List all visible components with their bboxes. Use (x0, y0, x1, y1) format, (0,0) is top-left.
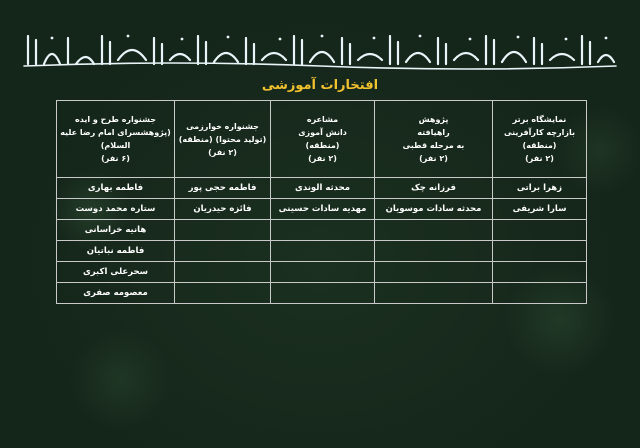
table-cell (175, 220, 271, 241)
achievements-table (56, 100, 586, 304)
table-cell (175, 262, 271, 283)
table-cell: زهرا براتی (493, 178, 587, 199)
table-cell: فاطمه حجی پور (175, 178, 271, 199)
column-header: جشنواره خوارزمی (تولید محتوا) (منطقه) (۲ نفر) (175, 101, 271, 178)
table-cell: فرزانه چک (375, 178, 493, 199)
table-cell (271, 241, 375, 262)
table-cell (493, 241, 587, 262)
header-row (57, 101, 587, 178)
table-cell (271, 283, 375, 304)
table-cell (175, 283, 271, 304)
table-row (57, 178, 587, 199)
table-row (57, 220, 587, 241)
table-cell: معصومه صفری (57, 283, 175, 304)
table-cell (175, 241, 271, 262)
table-cell (375, 241, 493, 262)
table-cell (493, 283, 587, 304)
table-row (57, 262, 587, 283)
table-cell: محدثه سادات موسویان (375, 199, 493, 220)
table-cell: مهدیه سادات حسینی (271, 199, 375, 220)
table-cell: سارا شریفی (493, 199, 587, 220)
table-cell: فاطمه بهاری (57, 178, 175, 199)
table-cell (493, 262, 587, 283)
table-cell (271, 262, 375, 283)
table-cell: فائزه حیدریان (175, 199, 271, 220)
table-cell: محدثه الوندی (271, 178, 375, 199)
table-cell (375, 220, 493, 241)
calligraphy-banner (22, 30, 618, 70)
table-cell (271, 220, 375, 241)
table-cell: فاطمه نباتیان (57, 241, 175, 262)
column-header: پژوهش راهیافته به مرحله قطبی (۲ نفر) (375, 101, 493, 178)
table-row (57, 283, 587, 304)
table-cell: هانیه خراسانی (57, 220, 175, 241)
column-header: نمایشگاه برتر بازارچه کارآفرینی (منطقه) (۲ نفر) (493, 101, 587, 178)
column-header: مشاعره دانش آموزی (منطقه) (۲ نفر) (271, 101, 375, 178)
column-header: جشنواره طرح و ایده (پژوهشسرای امام رضا علیه السلام) (۶ نفر) (57, 101, 175, 178)
table-cell (493, 220, 587, 241)
table-cell: سحرعلی اکبری (57, 262, 175, 283)
table-row (57, 199, 587, 220)
table-cell: ستاره محمد دوست (57, 199, 175, 220)
page-title: افتخارات آموزشی (261, 78, 379, 93)
table-row (57, 241, 587, 262)
table-cell (375, 283, 493, 304)
table-cell (375, 262, 493, 283)
